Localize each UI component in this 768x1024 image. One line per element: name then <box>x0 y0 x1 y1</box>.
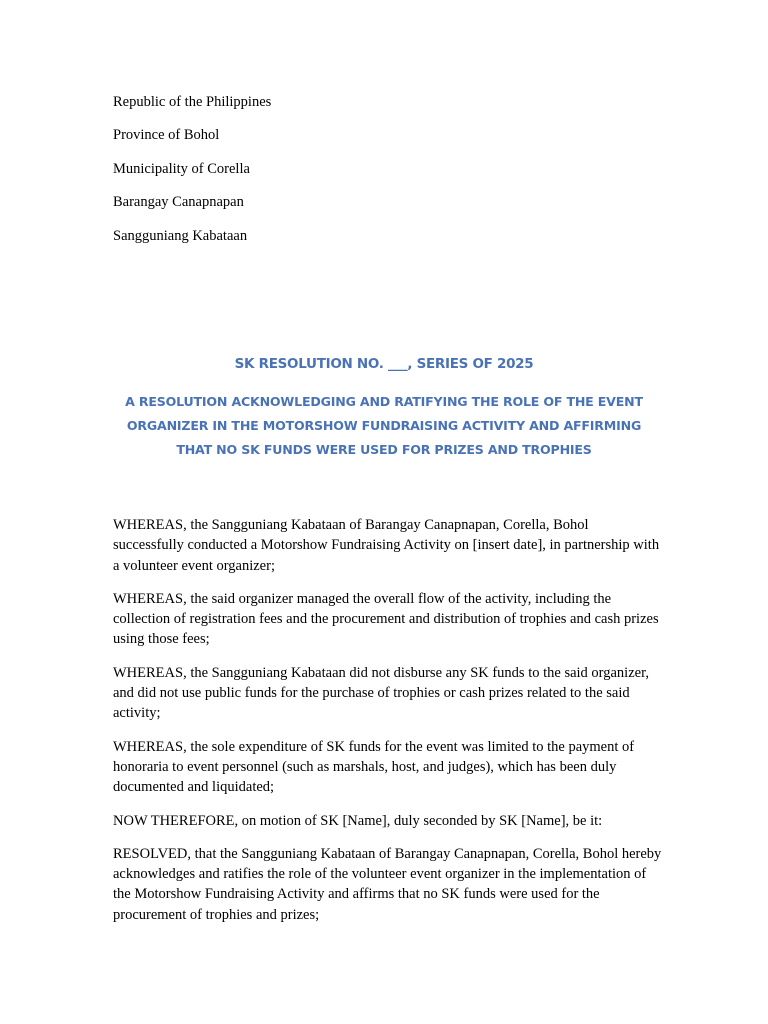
letterhead <box>113 93 673 260</box>
resolution-number: SK RESOLUTION NO. ___, SERIES OF 2025 <box>234 356 534 372</box>
header-office: Sangguniang Kabataan <box>113 227 248 244</box>
resolution-heading <box>113 354 655 462</box>
resolution-title: A RESOLUTION ACKNOWLEDGING AND RATIFYING THE ROLE OF THE EVENT ORGANIZER IN THE MOTORSHOW FUNDRAISING ACTIVITY AND AFFIRMING THAT NO SK FUNDS WERE USED FOR PRIZES AND TROPHIES <box>125 394 643 457</box>
whereas-clause-1: WHEREAS, the Sangguniang Kabataan of Barangay Canapnapan, Corella, Bohol successfully conducted a Motorshow Fundraising Activity on [insert date], in partnership with a volunteer event organizer; <box>113 517 660 574</box>
header-province: Province of Bohol <box>113 127 220 144</box>
whereas-clause-2: WHEREAS, the said organizer managed the overall flow of the activity, including the collection of registration fees and the procurement and distribution of trophies and cash prizes using those fees; <box>113 590 659 648</box>
resolved-clause: RESOLVED, that the Sangguniang Kabataan of Barangay Canapnapan, Corella, Bohol hereby acknowledges and ratifies the role of the volunteer event organizer in the implementation of the Motorshow Fundraising Activity and affirms that no SK funds were used for the procurement of trophies and prizes; <box>113 845 662 923</box>
resolution-body <box>113 515 663 938</box>
header-municipality: Municipality of Corella <box>113 160 250 177</box>
header-country: Republic of the Philippines <box>113 94 272 110</box>
whereas-clause-3: WHEREAS, the Sangguniang Kabataan did not disburse any SK funds to the said organizer, and did not use public funds for the purchase of trophies or cash prizes related to the said activity; <box>113 664 649 722</box>
now-therefore-clause: NOW THEREFORE, on motion of SK [Name], duly seconded by SK [Name], be it: <box>113 812 603 829</box>
header-barangay: Barangay Canapnapan <box>113 194 244 211</box>
whereas-clause-4: WHEREAS, the sole expenditure of SK funds for the event was limited to the payment of honoraria to event personnel (such as marshals, host, and judges), which has been duly documented and liquidated; <box>113 738 635 796</box>
